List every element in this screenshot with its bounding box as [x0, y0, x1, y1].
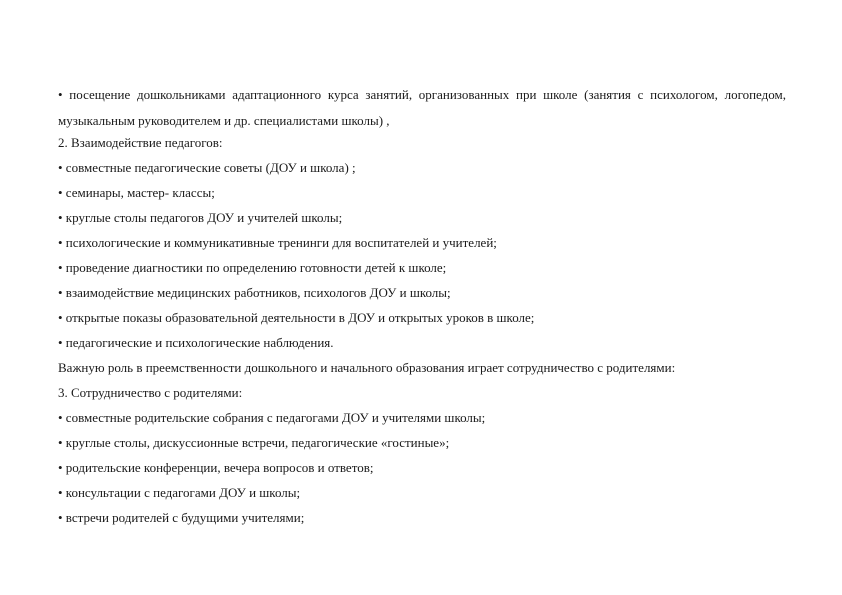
list-item: • открытые показы образовательной деятельности в ДОУ и открытых уроков в школе;: [58, 310, 535, 325]
document-body: [58, 86, 786, 534]
list-item: • педагогические и психологические наблюдения.: [58, 335, 334, 350]
list-item: • взаимодействие медицинских работников, психологов ДОУ и школы;: [58, 285, 451, 300]
list-item: • родительские конференции, вечера вопросов и ответов;: [58, 460, 374, 475]
section-heading-parents: 3. Сотрудничество с родителями:: [58, 385, 243, 400]
list-item: • психологические и коммуникативные тренинги для воспитателей и учителей;: [58, 235, 497, 250]
list-item: • совместные педагогические советы (ДОУ и школа) ;: [58, 160, 356, 175]
parents-intro-paragraph: Важную роль в преемственности дошкольного и начального образования играет сотрудничество с родителями:: [58, 360, 676, 375]
section-heading-teachers: 2. Взаимодействие педагогов:: [58, 135, 223, 150]
list-item: • проведение диагностики по определению готовности детей к школе;: [58, 260, 447, 275]
list-item: • встречи родителей с будущими учителями;: [58, 510, 305, 525]
list-item: • совместные родительские собрания с педагогами ДОУ и учителями школы;: [58, 410, 486, 425]
list-item: • консультации с педагогами ДОУ и школы;: [58, 485, 301, 500]
intro-paragraph: • посещение дошкольниками адаптационного курса занятий, организованных при школе (занятия с психологом, логопедом, музыкальным руководителем и др. специалистами школы) ,: [58, 87, 786, 128]
list-item: • круглые столы педагогов ДОУ и учителей школы;: [58, 210, 343, 225]
list-item: • семинары, мастер- классы;: [58, 185, 215, 200]
list-item: • круглые столы, дискуссионные встречи, педагогические «гостиные»;: [58, 435, 450, 450]
